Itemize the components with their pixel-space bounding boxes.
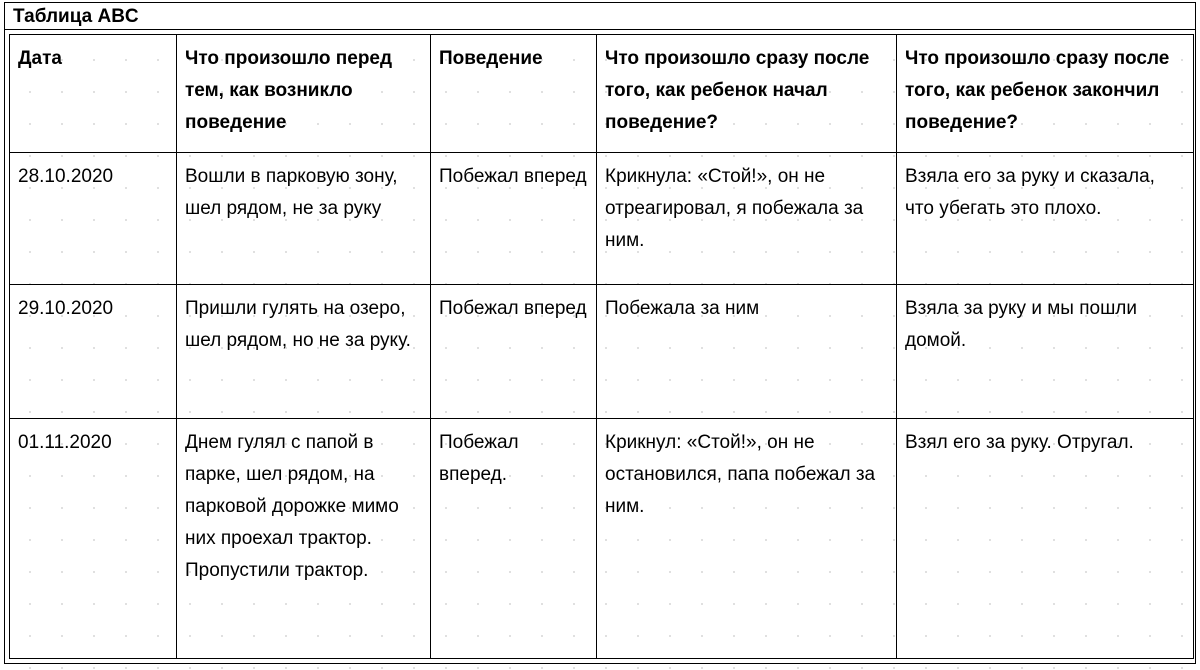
abc-table bbox=[9, 34, 1194, 659]
cell-date: 29.10.2020 bbox=[10, 285, 177, 419]
cell-after: Взяла его за руку и сказала, что убегать это плохо. bbox=[897, 153, 1194, 285]
cell-date: 01.11.2020 bbox=[10, 419, 177, 659]
cell-behavior: Побежал вперед bbox=[431, 153, 597, 285]
table-row bbox=[10, 285, 1194, 419]
header-antecedent: Что произошло перед тем, как возникло поведение bbox=[177, 35, 431, 153]
cell-after: Взяла за руку и мы пошли домой. bbox=[897, 285, 1194, 419]
cell-behavior: Побежал вперед bbox=[431, 285, 597, 419]
table-row bbox=[10, 419, 1194, 659]
cell-after: Взял его за руку. Отругал. bbox=[897, 419, 1194, 659]
table-title: Таблица ABC bbox=[13, 6, 139, 27]
cell-during: Крикнул: «Стой!», он не остановился, папа побежал за ним. bbox=[597, 419, 897, 659]
cell-behavior: Побежал вперед. bbox=[431, 419, 597, 659]
header-date: Дата bbox=[10, 35, 177, 153]
cell-date: 28.10.2020 bbox=[10, 153, 177, 285]
cell-antecedent: Вошли в парковую зону, шел рядом, не за руку bbox=[177, 153, 431, 285]
header-during: Что произошло сразу после того, как ребенок начал поведение? bbox=[597, 35, 897, 153]
title-bar bbox=[4, 2, 1196, 30]
header-row bbox=[10, 35, 1194, 153]
cell-during: Крикнула: «Стой!», он не отреагировал, я побежала за ним. bbox=[597, 153, 897, 285]
table-row bbox=[10, 153, 1194, 285]
header-after: Что произошло сразу после того, как ребенок закончил поведение? bbox=[897, 35, 1194, 153]
cell-antecedent: Днем гулял с папой в парке, шел рядом, на парковой дорожке мимо них проехал трактор. Пропустили трактор. bbox=[177, 419, 431, 659]
header-behavior: Поведение bbox=[431, 35, 597, 153]
cell-antecedent: Пришли гулять на озеро, шел рядом, но не за руку. bbox=[177, 285, 431, 419]
cell-during: Побежала за ним bbox=[597, 285, 897, 419]
